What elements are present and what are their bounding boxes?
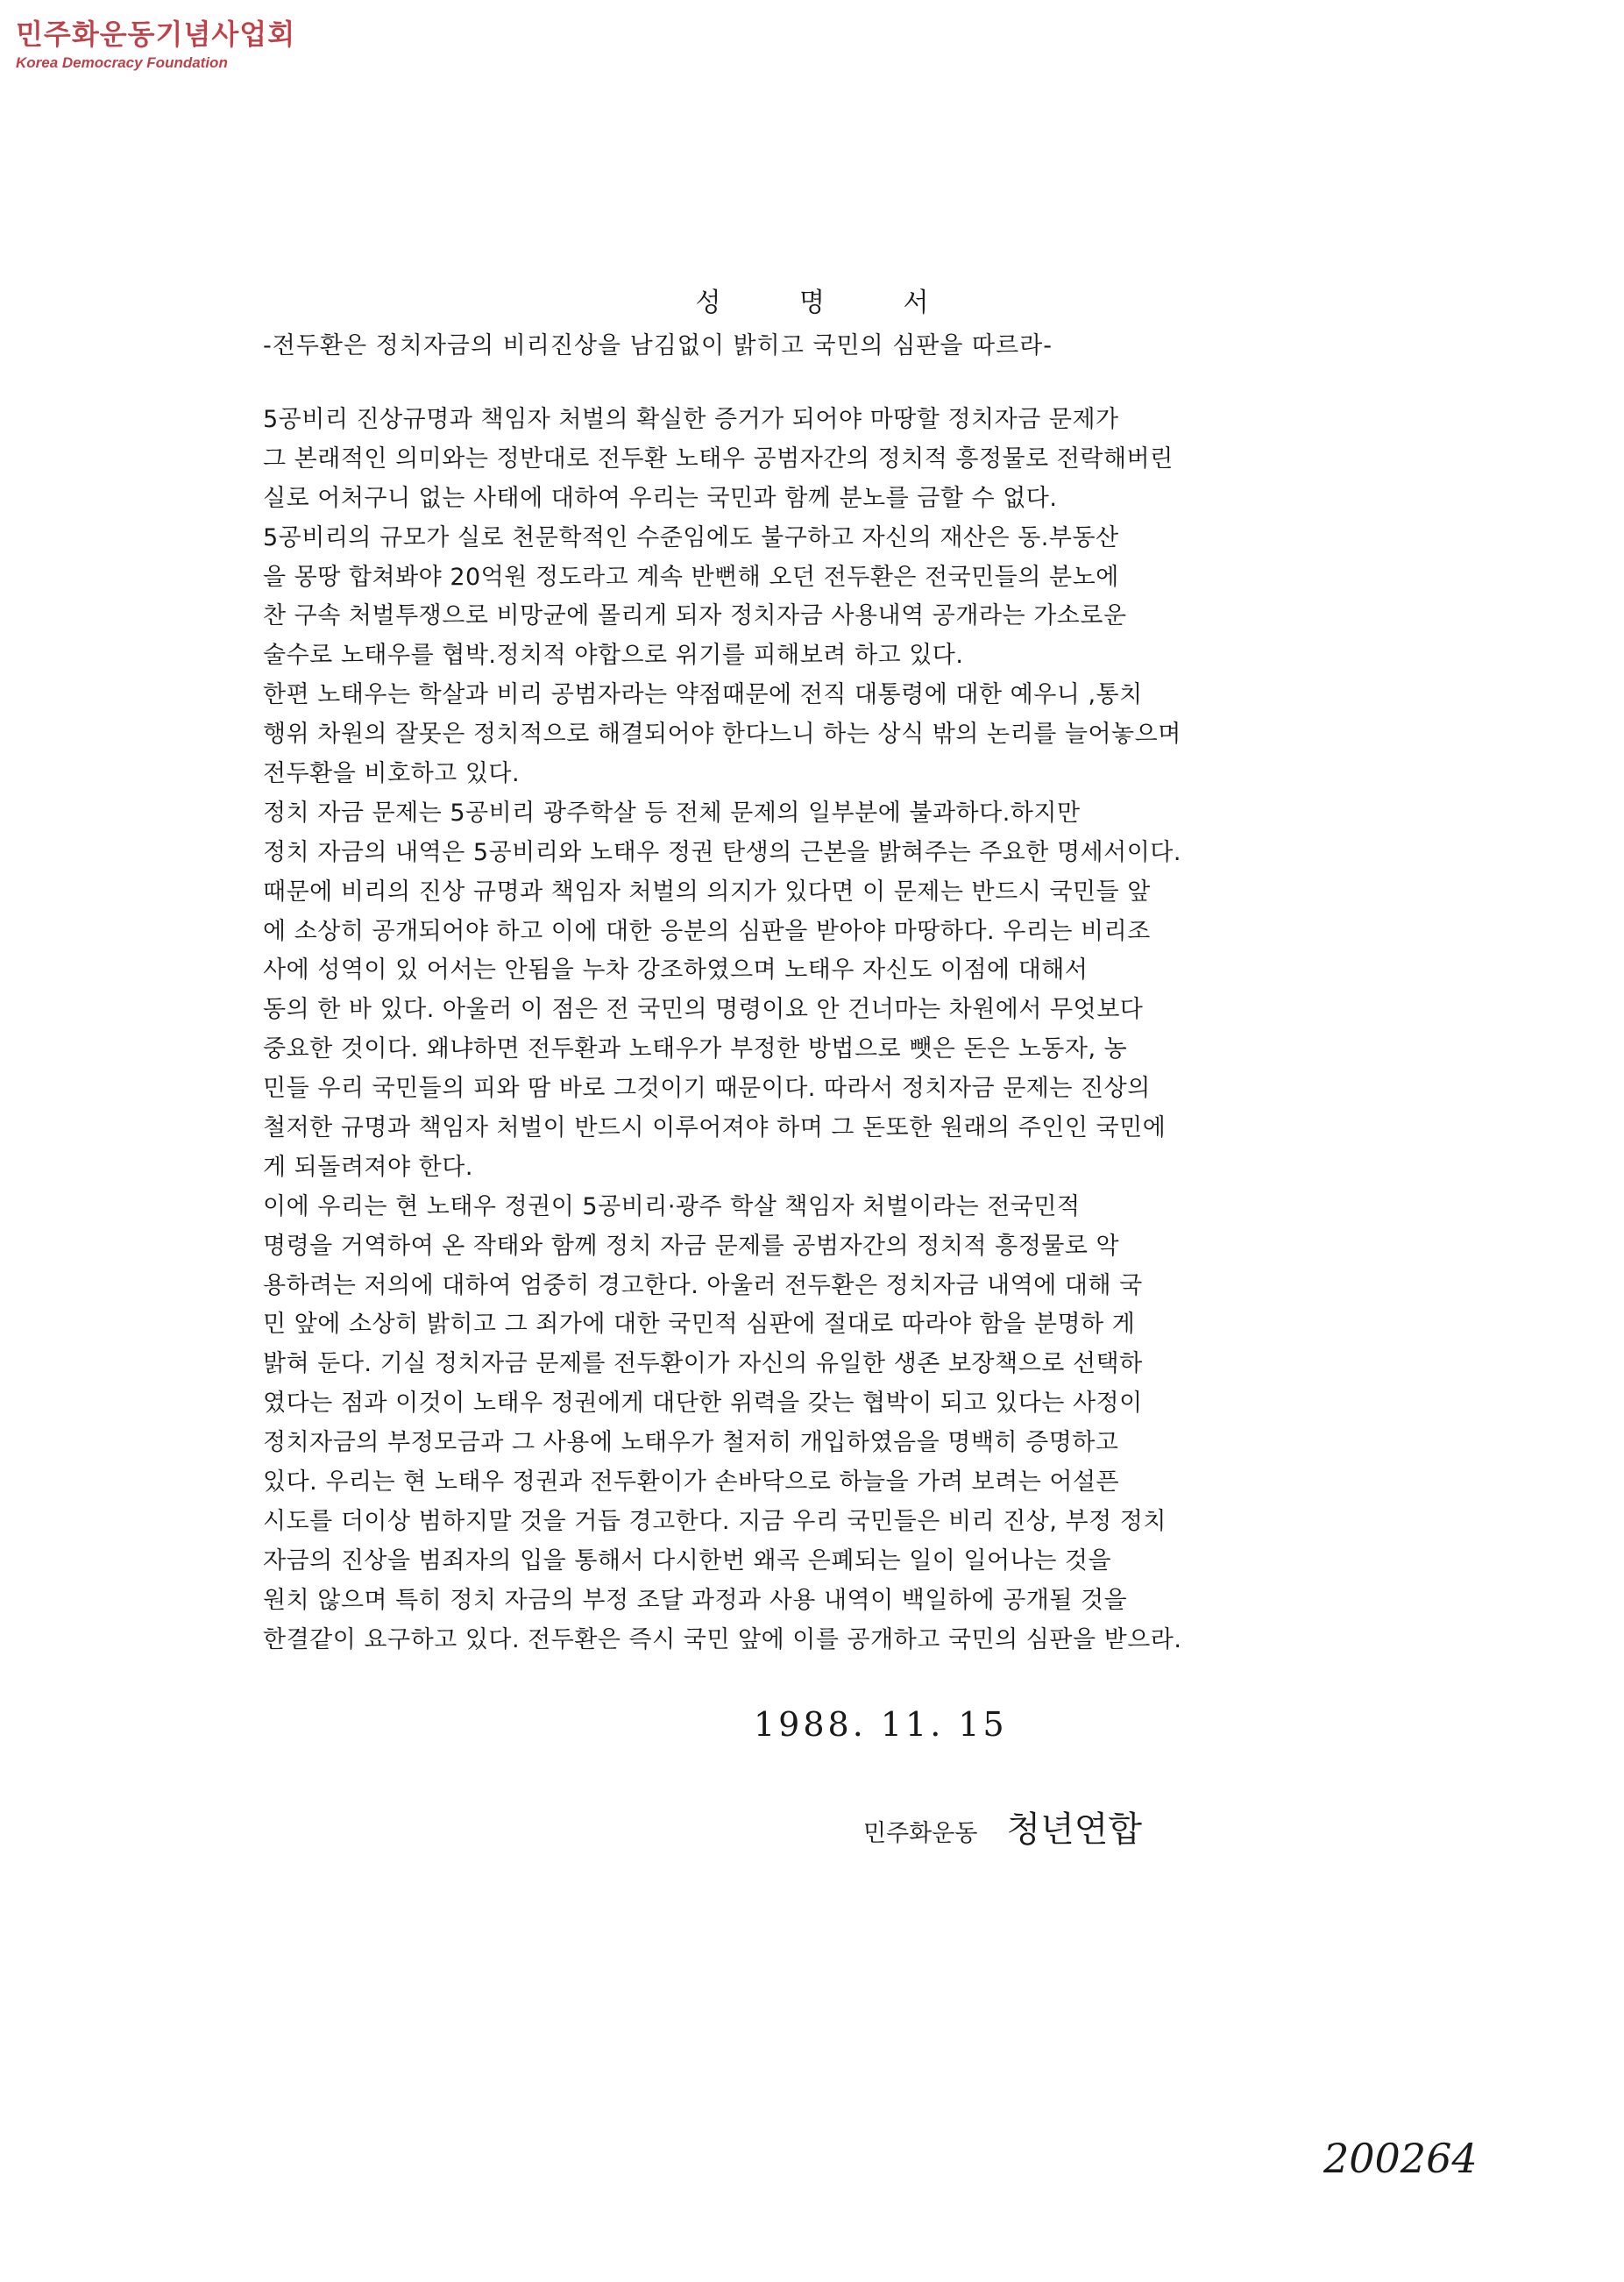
watermark-logo [16, 12, 295, 72]
body-line: 였다는 점과 이것이 노태우 정권에게 대단한 위력을 갖는 협박이 되고 있다는 사정이 [263, 1390, 1143, 1418]
body-line: 때문에 비리의 진상 규명과 책임자 처벌의 의지가 있다면 이 문제는 반드시 국민들 앞 [263, 878, 1151, 906]
body-line: 이에 우리는 현 노태우 정권이 5공비리·광주 학살 책임자 처벌이라는 전국민적 [263, 1192, 1081, 1220]
body-line: 술수로 노태우를 협박.정치적 야합으로 위기를 피해보려 하고 있다. [263, 642, 964, 670]
body-line: 행위 차원의 잘못은 정치적으로 해결되어야 한다느니 하는 상식 밖의 논리를 늘어놓으며 [263, 721, 1181, 749]
body-line: 명령을 거역하여 온 작태와 함께 정치 자금 문제를 공범자간의 정치적 흥정물로 악 [263, 1232, 1120, 1260]
body-line: 정치자금의 부정모금과 그 사용에 노태우가 철저히 개입하였음을 명백히 증명하고 [263, 1429, 1119, 1457]
body-line: 철저한 규명과 책임자 처벌이 반드시 이루어져야 하며 그 돈또한 원래의 주인인 국민에 [263, 1114, 1167, 1142]
body-line: 정치 자금의 내역은 5공비리와 노태우 정권 탄생의 근본을 밝혀주는 주요한 명세서이다. [263, 838, 1181, 866]
body-line: 원치 않으며 특히 정치 자금의 부정 조달 과정과 사용 내역이 백일하에 공개될 것을 [263, 1586, 1128, 1614]
body-line: 그 본래적인 의미와는 정반대로 전두환 노태우 공범자간의 정치적 흥정물로 전락해버린 [263, 444, 1174, 473]
body-line: 에 소상히 공개되어야 하고 이에 대한 응분의 심판을 받아야 마땅하다. 우리는 비리조 [263, 917, 1151, 945]
signature-organization: 민주화운동 [863, 1820, 978, 1847]
body-line: 동의 한 바 있다. 아울러 이 점은 전 국민의 명령이요 안 건너마는 차원에서 무엇보다 [263, 996, 1144, 1024]
body-line: 민들 우리 국민들의 피와 땀 바로 그것이기 때문이다. 따라서 정치자금 문제는 진상의 [263, 1075, 1151, 1103]
body-line: 중요한 것이다. 왜냐하면 전두환과 노태우가 부정한 방법으로 뺏은 돈은 노동자, 농 [263, 1035, 1128, 1063]
body-line: 정치 자금 문제는 5공비리 광주학살 등 전체 문제의 일부분에 불과하다.하지만 [263, 799, 1081, 827]
body-line: 실로 어처구니 없는 사태에 대하여 우리는 국민과 함께 분노를 금할 수 없다. [263, 484, 1058, 512]
document-subtitle: -전두환은 정치자금의 비리진상을 남김없이 밝히고 국민의 심판을 따르라- [263, 332, 1053, 359]
body-line: 5공비리의 규모가 실로 천문학적인 수준임에도 불구하고 자신의 재산은 동.부동산 [263, 523, 1119, 551]
body-line: 전두환을 비호하고 있다. [263, 760, 521, 788]
signature-name: 청년연합 [1006, 1809, 1143, 1850]
document-title: 성 명 서 [695, 288, 964, 318]
body-line: 사에 성역이 있 어서는 안됨을 누차 강조하였으며 노태우 자신도 이점에 대해서 [263, 956, 1089, 985]
body-line: 한결같이 요구하고 있다. 전두환은 즉시 국민 앞에 이를 공개하고 국민의 심판을 받으라. [263, 1625, 1182, 1653]
body-line: 찬 구속 처벌투쟁으로 비망균에 몰리게 되자 정치자금 사용내역 공개라는 가소로운 [263, 602, 1127, 630]
body-line: 민 앞에 소상히 밝히고 그 죄가에 대한 국민적 심판에 절대로 따라야 함을 분명하 게 [263, 1311, 1136, 1339]
body-line: 있다. 우리는 현 노태우 정권과 전두환이가 손바닥으로 하늘을 가려 보려는 어설픈 [263, 1468, 1120, 1496]
signature [863, 1802, 1142, 1852]
body-line: 밝혀 둔다. 기실 정치자금 문제를 전두환이가 자신의 유일한 생존 보장책으로 선택하 [263, 1350, 1143, 1378]
body-line: 한편 노태우는 학살과 비리 공범자라는 약점때문에 전직 대통령에 대한 예우니 ,통치 [263, 681, 1143, 709]
document-body [263, 401, 1402, 1660]
document-date: 1988. 11. 15 [754, 1705, 1008, 1744]
body-line: 을 몽땅 합쳐봐야 20억원 정도라고 계속 반뻔해 오던 전두환은 전국민들의 분노에 [263, 563, 1119, 591]
watermark-korean: 민주화운동기념사업회 [16, 18, 296, 51]
body-line: 게 되돌려져야 한다. [263, 1153, 473, 1181]
body-line: 용하려는 저의에 대하여 엄중히 경고한다. 아울러 전두환은 정치자금 내역에 대해 국 [263, 1271, 1143, 1299]
body-line: 자금의 진상을 범죄자의 입을 통해서 다시한번 왜곡 은폐되는 일이 일어나는 것을 [263, 1546, 1112, 1575]
body-line: 시도를 더이상 범하지말 것을 거듭 경고한다. 지금 우리 국민들은 비리 진상, 부정 정치 [263, 1507, 1167, 1535]
body-line: 5공비리 진상규명과 책임자 처벌의 확실한 증거가 되어야 마땅할 정치자금 문제가 [263, 406, 1119, 433]
document-number: 200264 [1323, 2135, 1478, 2182]
watermark-english: Korea Democracy Foundation [16, 54, 228, 71]
